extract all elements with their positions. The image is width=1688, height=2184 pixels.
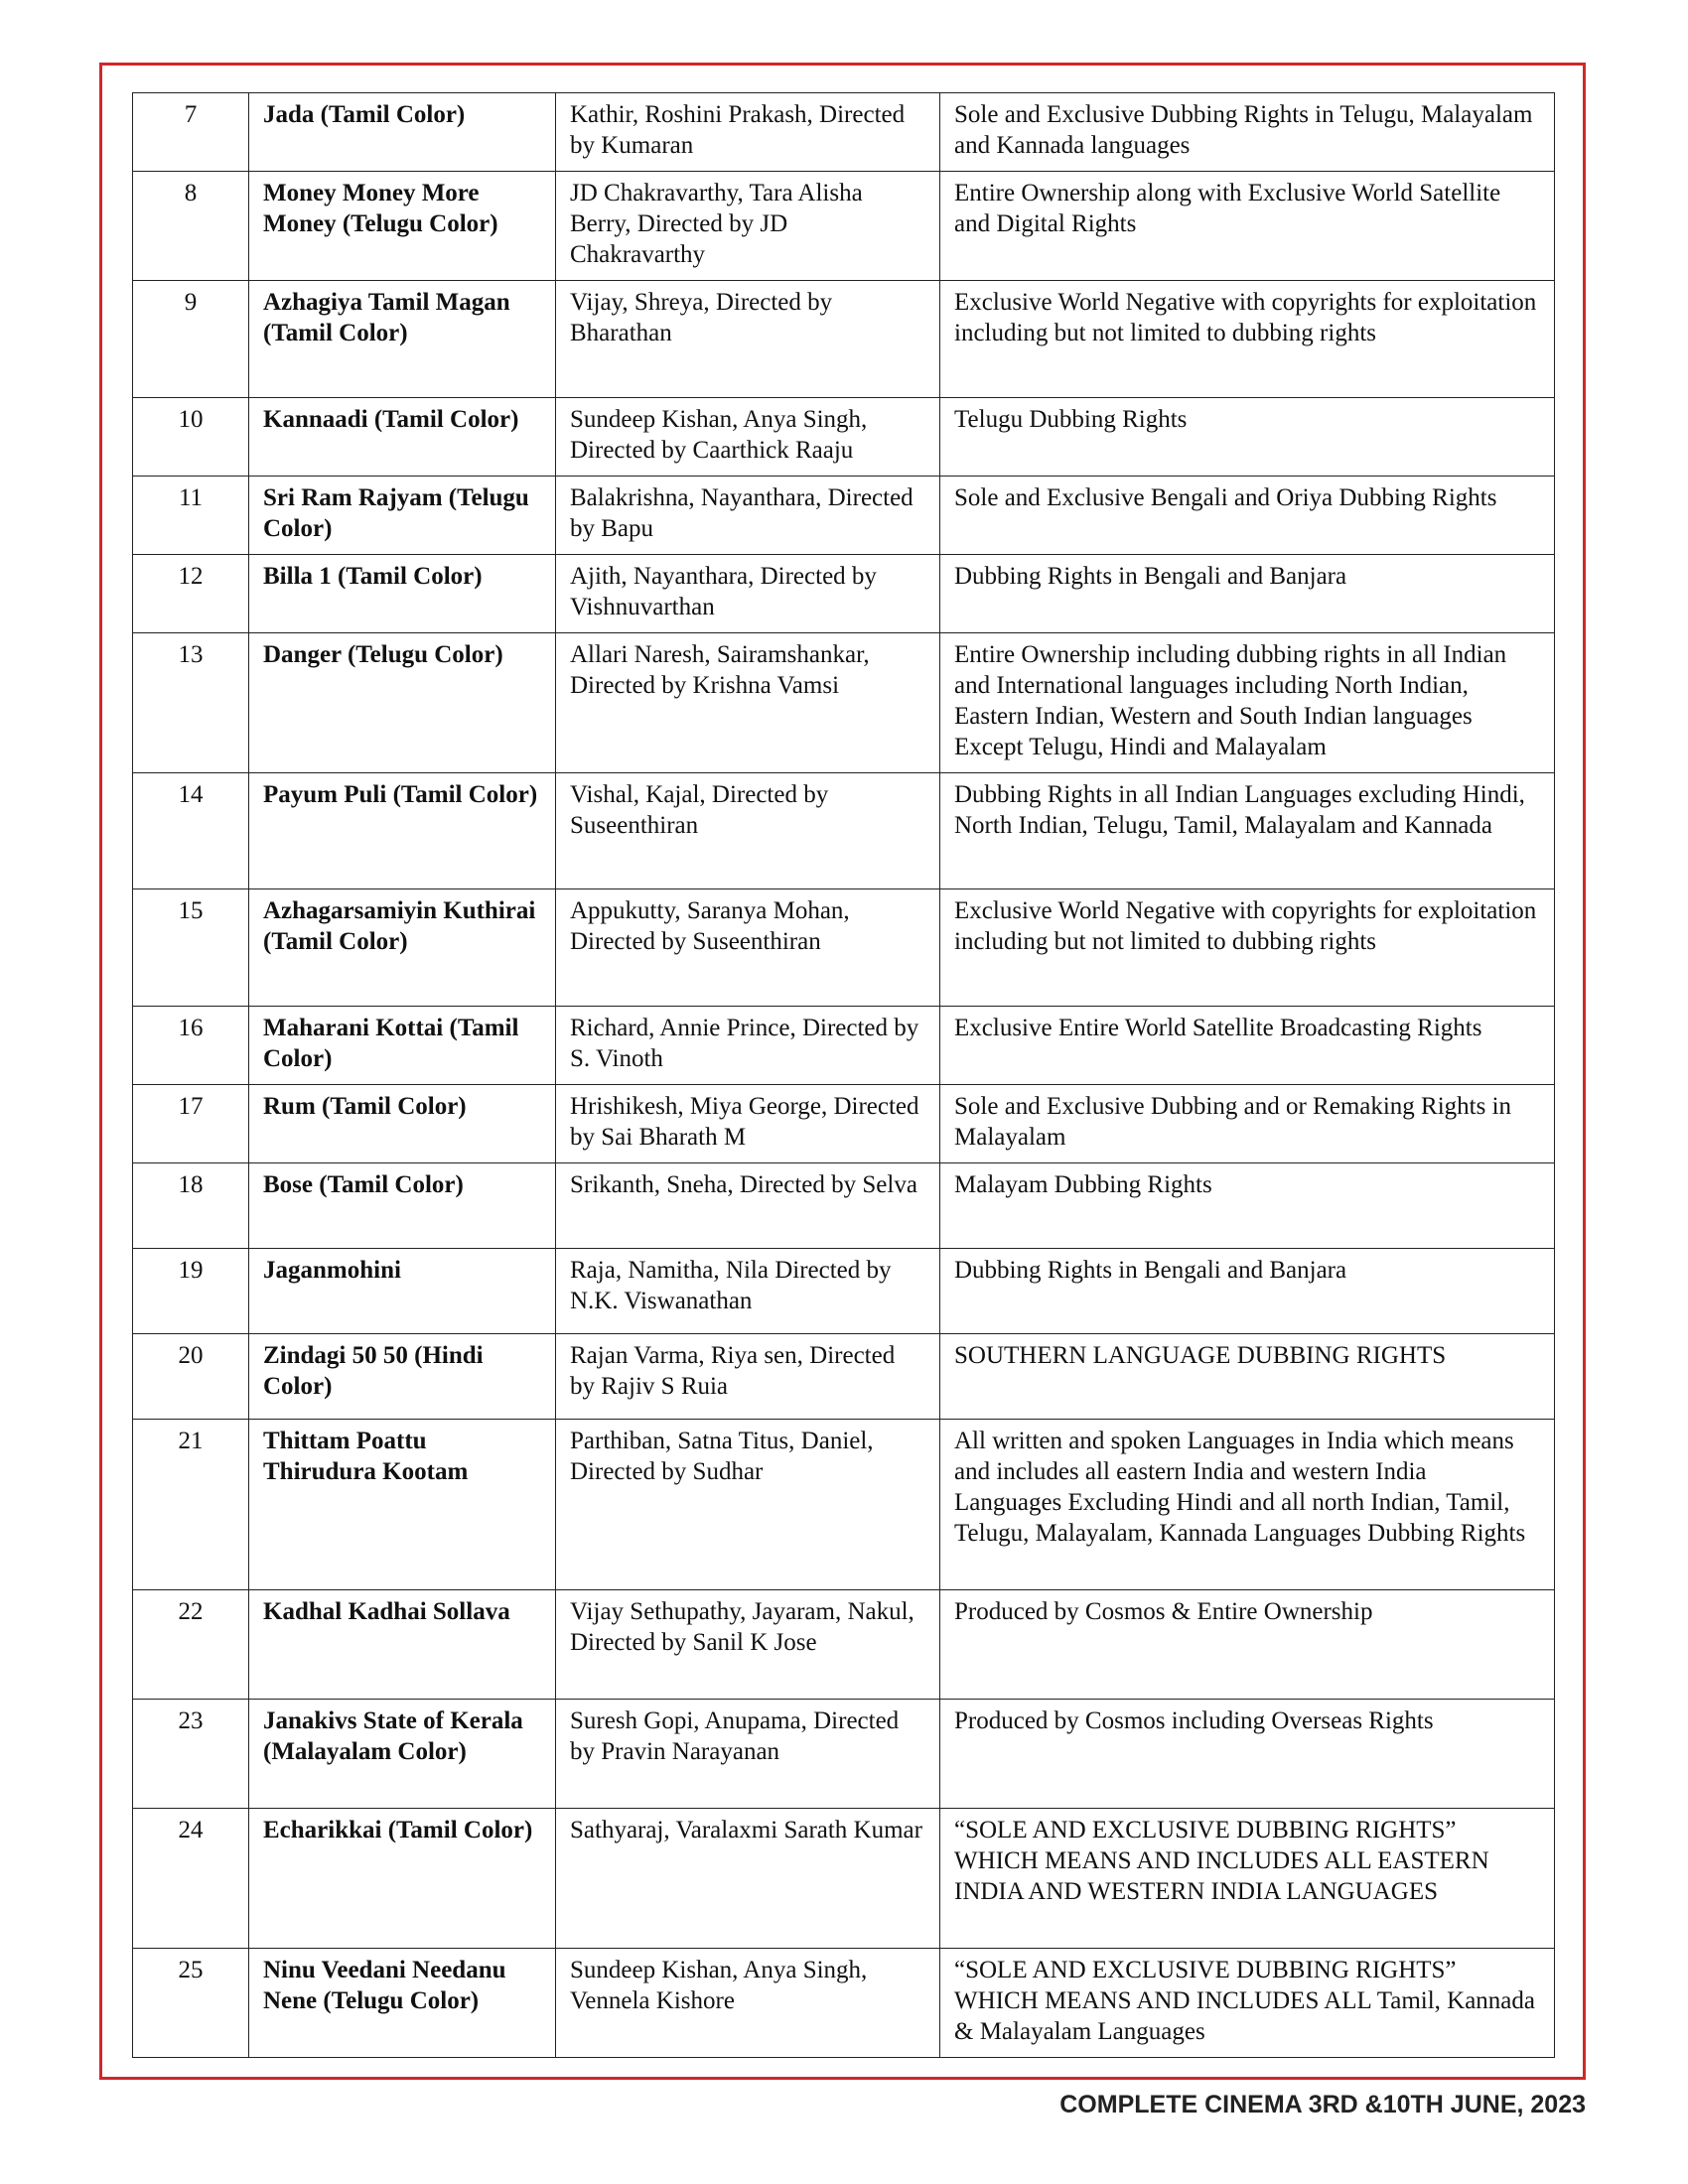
row-number: 25 [133, 1949, 249, 2058]
film-rights-table [132, 92, 1555, 2058]
table-row [133, 1249, 1555, 1334]
table-row [133, 1809, 1555, 1949]
row-number: 12 [133, 555, 249, 633]
rights-description: Sole and Exclusive Dubbing and or Remaking Rights in Malayalam [940, 1085, 1555, 1163]
row-number: 10 [133, 398, 249, 477]
cast-director: Raja, Namitha, Nila Directed by N.K. Viswanathan [556, 1249, 940, 1334]
cast-director: Suresh Gopi, Anupama, Directed by Pravin Narayanan [556, 1700, 940, 1809]
row-number: 19 [133, 1249, 249, 1334]
film-title: Kannaadi (Tamil Color) [249, 398, 556, 477]
film-title: Thittam Poattu Thirudura Kootam [249, 1420, 556, 1590]
cast-director: Appukutty, Saranya Mohan, Directed by Suseenthiran [556, 889, 940, 1007]
table-row [133, 1085, 1555, 1163]
row-number: 8 [133, 172, 249, 281]
film-title: Zindagi 50 50 (Hindi Color) [249, 1334, 556, 1420]
row-number: 17 [133, 1085, 249, 1163]
table-row [133, 555, 1555, 633]
rights-description: All written and spoken Languages in India which means and includes all eastern India and western India Languages Excluding Hindi and all north Indian, Tamil, Telugu, Malayalam, Kannada Languages Dubbing Rights [940, 1420, 1555, 1590]
row-number: 24 [133, 1809, 249, 1949]
rights-description: Exclusive Entire World Satellite Broadcasting Rights [940, 1007, 1555, 1085]
rights-description: Dubbing Rights in all Indian Languages excluding Hindi, North Indian, Telugu, Tamil, Malayalam and Kannada [940, 773, 1555, 889]
film-title: Azhagiya Tamil Magan (Tamil Color) [249, 281, 556, 398]
rights-description: Entire Ownership along with Exclusive World Satellite and Digital Rights [940, 172, 1555, 281]
film-title: Payum Puli (Tamil Color) [249, 773, 556, 889]
film-title: Money Money More Money (Telugu Color) [249, 172, 556, 281]
rights-description: Sole and Exclusive Dubbing Rights in Telugu, Malayalam and Kannada languages [940, 93, 1555, 172]
table-row [133, 773, 1555, 889]
row-number: 22 [133, 1590, 249, 1700]
row-number: 11 [133, 477, 249, 555]
cast-director: Parthiban, Satna Titus, Daniel, Directed by Sudhar [556, 1420, 940, 1590]
rights-description: Entire Ownership including dubbing rights in all Indian and International languages including North Indian, Eastern Indian, Western and South Indian languages Except Telugu, Hindi and Malayalam [940, 633, 1555, 773]
cast-director: Hrishikesh, Miya George, Directed by Sai Bharath M [556, 1085, 940, 1163]
table-row [133, 1334, 1555, 1420]
table-row [133, 1007, 1555, 1085]
table-body [133, 93, 1555, 2058]
cast-director: Ajith, Nayanthara, Directed by Vishnuvarthan [556, 555, 940, 633]
row-number: 7 [133, 93, 249, 172]
table-row [133, 477, 1555, 555]
publication-footer: COMPLETE CINEMA 3RD &10TH JUNE, 2023 [1059, 2091, 1586, 2118]
cast-director: Allari Naresh, Sairamshankar, Directed by Krishna Vamsi [556, 633, 940, 773]
film-title: Kadhal Kadhai Sollava [249, 1590, 556, 1700]
film-title: Billa 1 (Tamil Color) [249, 555, 556, 633]
rights-description: Malayam Dubbing Rights [940, 1163, 1555, 1249]
table-row [133, 1420, 1555, 1590]
row-number: 15 [133, 889, 249, 1007]
rights-description: Produced by Cosmos & Entire Ownership [940, 1590, 1555, 1700]
table-row [133, 1163, 1555, 1249]
film-title: Maharani Kottai (Tamil Color) [249, 1007, 556, 1085]
film-title: Jaganmohini [249, 1249, 556, 1334]
row-number: 23 [133, 1700, 249, 1809]
row-number: 20 [133, 1334, 249, 1420]
table-row [133, 1949, 1555, 2058]
cast-director: Srikanth, Sneha, Directed by Selva [556, 1163, 940, 1249]
film-title: Janakivs State of Kerala (Malayalam Color) [249, 1700, 556, 1809]
cast-director: Sundeep Kishan, Anya Singh, Vennela Kishore [556, 1949, 940, 2058]
rights-description: Exclusive World Negative with copyrights for exploitation including but not limited to dubbing rights [940, 281, 1555, 398]
cast-director: Vishal, Kajal, Directed by Suseenthiran [556, 773, 940, 889]
film-title: Jada (Tamil Color) [249, 93, 556, 172]
rights-description: Sole and Exclusive Bengali and Oriya Dubbing Rights [940, 477, 1555, 555]
rights-description: SOUTHERN LANGUAGE DUBBING RIGHTS [940, 1334, 1555, 1420]
table-row [133, 633, 1555, 773]
rights-description: Telugu Dubbing Rights [940, 398, 1555, 477]
film-title: Bose (Tamil Color) [249, 1163, 556, 1249]
cast-director: JD Chakravarthy, Tara Alisha Berry, Directed by JD Chakravarthy [556, 172, 940, 281]
row-number: 18 [133, 1163, 249, 1249]
row-number: 16 [133, 1007, 249, 1085]
rights-description: Produced by Cosmos including Overseas Rights [940, 1700, 1555, 1809]
film-title: Danger (Telugu Color) [249, 633, 556, 773]
film-title: Ninu Veedani Needanu Nene (Telugu Color) [249, 1949, 556, 2058]
cast-director: Rajan Varma, Riya sen, Directed by Rajiv S Ruia [556, 1334, 940, 1420]
rights-description: Exclusive World Negative with copyrights for exploitation including but not limited to dubbing rights [940, 889, 1555, 1007]
row-number: 21 [133, 1420, 249, 1590]
table-row [133, 1590, 1555, 1700]
cast-director: Vijay, Shreya, Directed by Bharathan [556, 281, 940, 398]
rights-description: “SOLE AND EXCLUSIVE DUBBING RIGHTS” WHICH MEANS AND INCLUDES ALL Tamil, Kannada & Malayalam Languages [940, 1949, 1555, 2058]
rights-description: Dubbing Rights in Bengali and Banjara [940, 555, 1555, 633]
rights-description: “SOLE AND EXCLUSIVE DUBBING RIGHTS” WHICH MEANS AND INCLUDES ALL EASTERN INDIA AND WESTERN INDIA LANGUAGES [940, 1809, 1555, 1949]
table-row [133, 889, 1555, 1007]
rights-description: Dubbing Rights in Bengali and Banjara [940, 1249, 1555, 1334]
row-number: 9 [133, 281, 249, 398]
cast-director: Balakrishna, Nayanthara, Directed by Bapu [556, 477, 940, 555]
row-number: 13 [133, 633, 249, 773]
table-row [133, 1700, 1555, 1809]
film-title: Azhagarsamiyin Kuthirai (Tamil Color) [249, 889, 556, 1007]
film-title: Sri Ram Rajyam (Telugu Color) [249, 477, 556, 555]
table-row [133, 281, 1555, 398]
film-title: Rum (Tamil Color) [249, 1085, 556, 1163]
table-row [133, 93, 1555, 172]
row-number: 14 [133, 773, 249, 889]
cast-director: Sathyaraj, Varalaxmi Sarath Kumar [556, 1809, 940, 1949]
cast-director: Sundeep Kishan, Anya Singh, Directed by Caarthick Raaju [556, 398, 940, 477]
table-row [133, 172, 1555, 281]
table-row [133, 398, 1555, 477]
cast-director: Vijay Sethupathy, Jayaram, Nakul, Directed by Sanil K Jose [556, 1590, 940, 1700]
cast-director: Kathir, Roshini Prakash, Directed by Kumaran [556, 93, 940, 172]
film-title: Echarikkai (Tamil Color) [249, 1809, 556, 1949]
cast-director: Richard, Annie Prince, Directed by S. Vinoth [556, 1007, 940, 1085]
